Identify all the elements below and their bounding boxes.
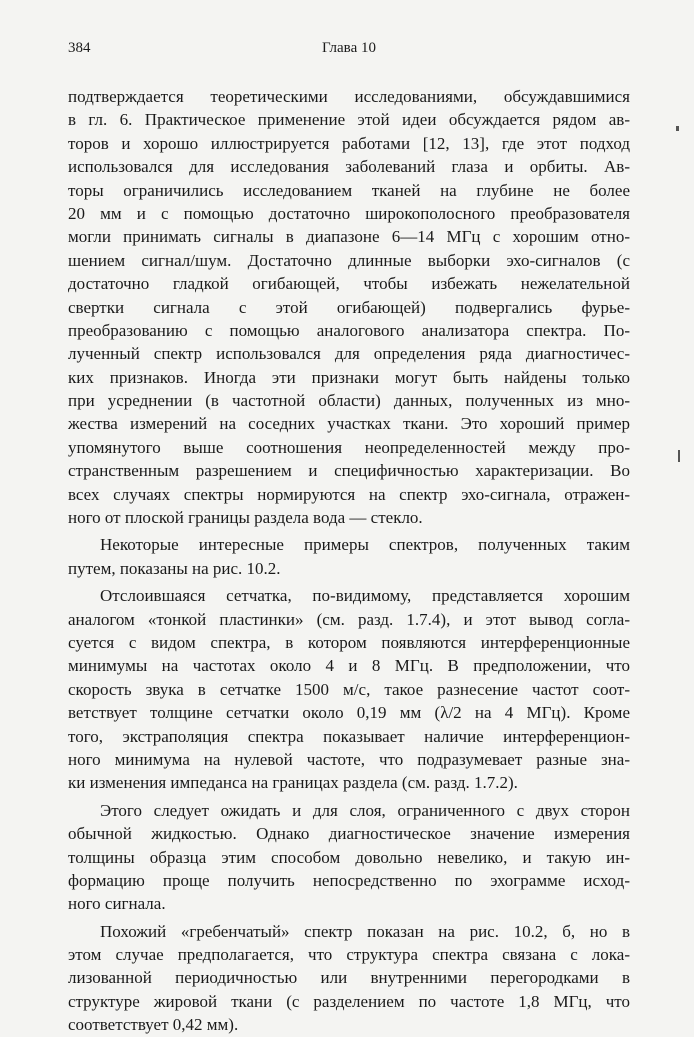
text-line: всех случаях спектры нормируются на спектр эхо-сигнала, отражен- [68, 484, 630, 504]
text-line: странственным разрешением и специфичностью характеризации. Во [68, 461, 630, 481]
paragraph-5 [68, 920, 630, 1037]
text-line: ного минимума на нулевой частоте, что подразумевает разные зна- [68, 749, 630, 769]
text-line: ного сигнала. [68, 894, 166, 914]
text-line: 20 мм и с помощью достаточно широкополосного преобразователя [68, 203, 630, 223]
body-text [68, 85, 630, 1037]
page-header [68, 40, 630, 64]
text-line: упомянутого выше соотношения неопределенностей между про- [68, 437, 630, 457]
text-line: при усреднении (в частотной области) данных, полученных из мно- [68, 391, 630, 411]
paragraph-1 [68, 85, 630, 529]
text-line: торов и хорошо иллюстрируется работами [12, 13], где этот подход [68, 133, 630, 153]
text-line: ких признаков. Иногда эти признаки могут быть найдены только [68, 367, 630, 387]
page-number: 384 [68, 40, 91, 56]
text-line: аналогом «тонкой пластинки» (см. разд. 1.7.4), и этот вывод согла- [68, 609, 630, 629]
paragraph-3 [68, 584, 630, 795]
text-line: шением сигнал/шум. Достаточно длинные выборки эхо-сигналов (с [68, 250, 630, 270]
text-line: использовался для исследования заболеваний глаза и орбиты. Ав- [68, 157, 630, 177]
text-line: того, экстраполяция спектра показывает наличие интерференцион- [68, 726, 630, 746]
text-line: Этого следует ожидать и для слоя, ограниченного с двух сторон [100, 800, 630, 820]
text-line: подтверждается теоретическими исследованиями, обсуждавшимися [68, 87, 630, 106]
text-line: структуре жировой ткани (с разделением по частоте 1,8 МГц, что [68, 991, 630, 1011]
text-line: минимумы на частотах около 4 и 8 МГц. В предположении, что [68, 656, 630, 676]
text-line: обычной жидкостью. Однако диагностическое значение измерения [68, 824, 630, 844]
text-line: путем, показаны на рис. 10.2. [68, 558, 281, 578]
text-line: ветствует толщине сетчатки около 0,19 мм (λ/2 на 4 МГц). Кроме [68, 703, 630, 723]
text-line: в гл. 6. Практическое применение этой идеи обсуждается рядом ав- [68, 110, 630, 130]
text-line: преобразованию с помощью аналогового анализатора спектра. По- [68, 320, 630, 340]
text-line: ного от плоской границы раздела вода — стекло. [68, 508, 423, 528]
text-line: Отслоившаяся сетчатка, по-видимому, представляется хорошим [100, 586, 630, 606]
text-line: свертки сигнала с этой огибающей) подвергались фурье- [68, 297, 630, 317]
text-line: толщины образца этим способом довольно невелико, и такую ин- [68, 847, 630, 867]
text-line: могли принимать сигналы в диапазоне 6—14 МГц с хорошим отно- [68, 227, 630, 247]
scan-speck [676, 126, 679, 131]
text-line: Похожий «гребенчатый» спектр показан на рис. 10.2, б, но в [100, 921, 630, 941]
text-line: лученный спектр использовался для определения ряда диагностичес- [68, 344, 630, 364]
text-line: скорость звука в сетчатке 1500 м/с, такое разнесение частот соот- [68, 679, 630, 699]
paragraph-4 [68, 799, 630, 916]
text-line: жества измерений на соседних участках ткани. Это хороший пример [68, 414, 630, 434]
text-line: торы ограничились исследованием тканей на глубине не более [68, 180, 630, 200]
paragraph-2 [68, 533, 630, 580]
text-line: этом случае предполагается, что структура спектра связана с лока- [68, 945, 630, 965]
text-line: соответствует 0,42 мм). [68, 1015, 239, 1035]
scan-speck [678, 450, 680, 462]
text-line: достаточно гладкой огибающей, чтобы избежать нежелательной [68, 274, 630, 294]
running-head: Глава 10 [322, 40, 376, 56]
text-line: Некоторые интересные примеры спектров, полученных таким [100, 535, 630, 555]
text-line: лизованной периодичностью или внутренними перегородками в [68, 968, 630, 988]
text-line: суется с видом спектра, в котором появляются интерференционные [68, 632, 630, 652]
text-line: формацию проще получить непосредственно по эхограмме исход- [68, 870, 630, 890]
text-line: ки изменения импеданса на границах раздела (см. разд. 1.7.2). [68, 773, 518, 793]
